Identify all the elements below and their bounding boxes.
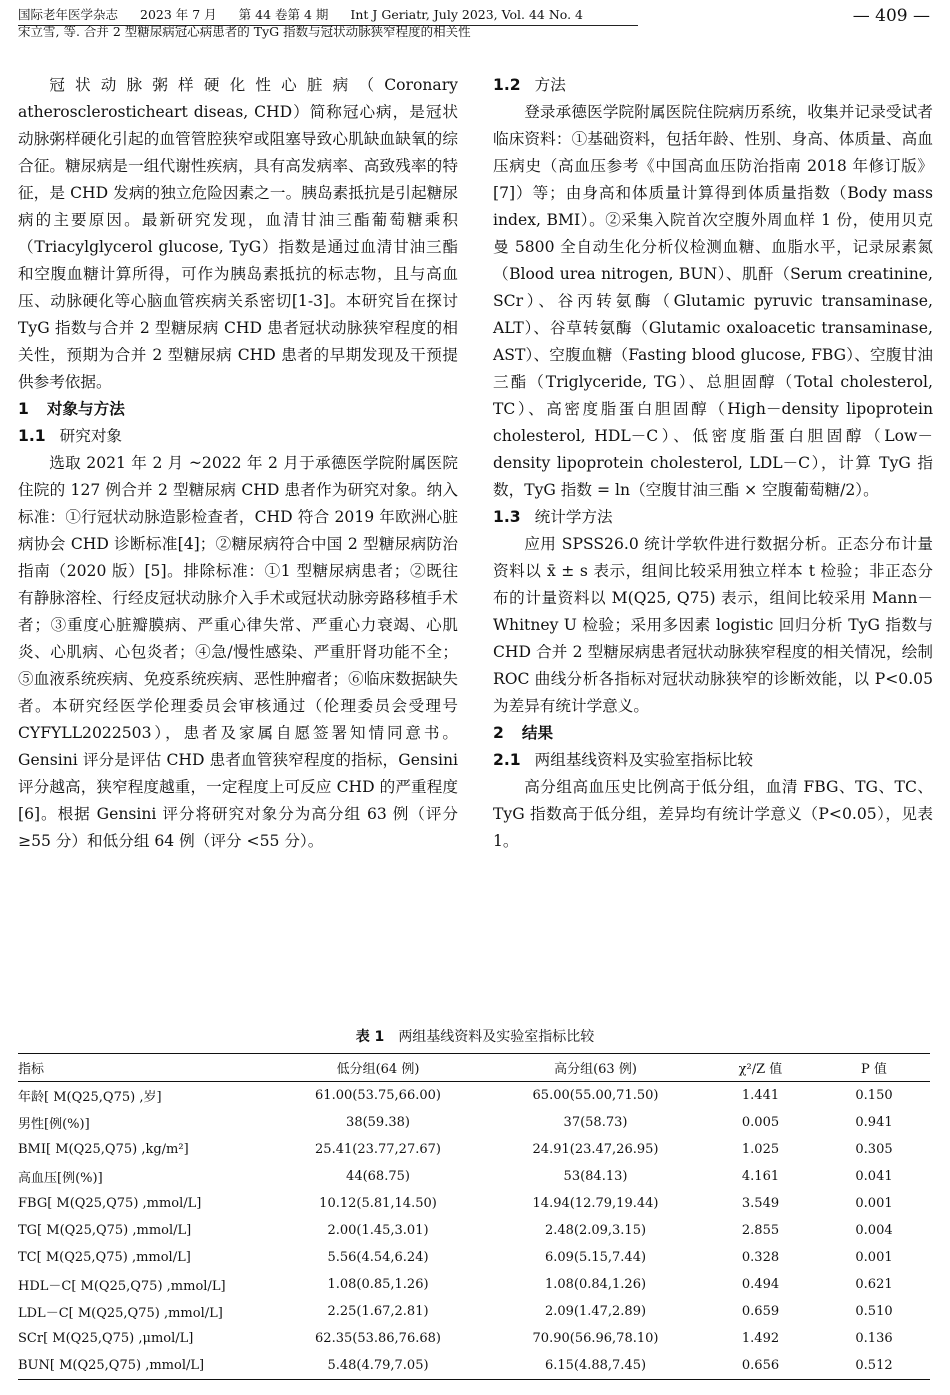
cell-p: 0.136	[855, 1331, 893, 1346]
table-row	[18, 1325, 930, 1352]
cell-low: 2.25(1.67,2.81)	[327, 1304, 429, 1319]
header-statistic: χ²/Z 值	[738, 1062, 783, 1077]
section-1-title: 对象与方法	[46, 400, 125, 418]
table-body	[18, 1082, 930, 1380]
cell-indicator: HDL－C[ M(Q25,Q75) ,mmol/L]	[18, 1279, 226, 1294]
section-2-1-text: 高分组高血压史比例高于低分组，血清 FBG、TG、TC、TyG 指数高于低分组，差异均有统计学意义（P<0.05），见表 1。	[493, 778, 933, 850]
table-row	[18, 1136, 930, 1163]
header-p-value: P 值	[861, 1062, 887, 1077]
table-row	[18, 1190, 930, 1217]
table-caption-number: 表 1	[355, 1029, 385, 1045]
cell-low: 61.00(53.75,66.00)	[315, 1088, 441, 1103]
cell-indicator: 高血压[例(%)]	[18, 1171, 103, 1186]
section-1-heading	[18, 396, 458, 423]
left-column	[18, 72, 458, 855]
cell-high: 6.09(5.15,7.44)	[544, 1250, 647, 1265]
cell-stat: 1.025	[741, 1142, 780, 1157]
cell-stat: 4.161	[741, 1169, 780, 1184]
cell-p: 0.150	[855, 1088, 893, 1103]
section-1-2-heading	[493, 72, 933, 99]
cell-low: 38(59.38)	[346, 1115, 410, 1130]
cell-high: 6.15(4.88,7.45)	[544, 1358, 647, 1373]
table-row	[18, 1082, 930, 1110]
section-1-1-number: 1.1	[18, 427, 46, 445]
section-1-3-title: 统计学方法	[534, 508, 613, 526]
cell-p: 0.512	[855, 1358, 893, 1373]
table-row	[18, 1298, 930, 1325]
cell-high: 70.90(56.96,78.10)	[532, 1331, 659, 1346]
page-number: — 409 —	[852, 6, 930, 26]
section-2-1-title: 两组基线资料及实验室指标比较	[534, 751, 753, 769]
table-row	[18, 1109, 930, 1136]
journal-citation-en: Int J Geriatr, July 2023, Vol. 44 No. 4	[350, 7, 583, 22]
cell-high: 24.91(23.47,26.95)	[532, 1142, 659, 1157]
table-row	[18, 1244, 930, 1271]
section-1-1-title: 研究对象	[59, 427, 123, 445]
section-2-number: 2	[493, 724, 504, 742]
cell-indicator: 年龄[ M(Q25,Q75) ,岁]	[18, 1090, 162, 1105]
cell-stat: 0.494	[741, 1277, 780, 1292]
cell-stat: 1.492	[741, 1331, 780, 1346]
cell-low: 1.08(0.85,1.26)	[327, 1277, 429, 1292]
table-caption	[0, 1026, 950, 1046]
section-1-3-number: 1.3	[493, 508, 521, 526]
cell-low: 5.48(4.79,7.05)	[327, 1358, 429, 1373]
cell-stat: 0.328	[741, 1250, 780, 1265]
cell-p: 0.041	[855, 1169, 893, 1184]
header-rule	[18, 25, 638, 26]
cell-stat: 2.855	[741, 1223, 780, 1238]
cell-indicator: FBG[ M(Q25,Q75) ,mmol/L]	[18, 1196, 202, 1211]
section-1-number: 1	[18, 400, 29, 418]
cell-stat: 0.656	[741, 1358, 780, 1373]
cell-high: 37(58.73)	[563, 1115, 628, 1130]
cell-stat: 3.549	[741, 1196, 780, 1211]
cell-stat: 1.441	[741, 1088, 780, 1103]
section-2-1-number: 2.1	[493, 751, 521, 769]
header-high-group: 高分组(63 例)	[554, 1062, 637, 1077]
section-2-heading	[493, 720, 933, 747]
journal-name-cn: 国际老年医学杂志	[18, 7, 119, 22]
cell-low: 2.00(1.45,3.01)	[327, 1223, 429, 1238]
header-indicator: 指标	[18, 1062, 45, 1077]
table-row	[18, 1352, 930, 1380]
cell-p: 0.510	[855, 1304, 893, 1319]
cell-high: 2.48(2.09,3.15)	[544, 1223, 647, 1238]
cell-high: 53(84.13)	[563, 1169, 628, 1184]
section-1-1-text: 选取 2021 年 2 月 ~2022 年 2 月于承德医学院附属医院住院的 127 例合并 2 型糖尿病 CHD 患者作为研究对象。纳入标准：①行冠状动脉造影检查者，CHD 符合 2019 年欧洲心脏病协会 CHD 诊断标准[4]；②糖尿病符合中国 2 型糖尿病防治指南（2020 版）[5]。排除标准：①1 型糖尿病患者；②既往有静脉溶栓、行经皮冠状动脉介入手术或冠状动脉旁路移植手术者；③重度心脏瓣膜病、严重心律失常、严重心力衰竭、心肌炎、心肌病、心包炎者；④急/慢性感染、严重肝肾功能不全；⑤血液系统疾病、免疫系统疾病、恶性肿瘤者；⑥临床数据缺失者。本研究经医学伦理委员会审核通过（伦理委员会受理号 CYFYLL2022503），患者及家属自愿签署知情同意书。Gensini 评分是评估 CHD 患者血管狭窄程度的指标，Gensini 评分越高，狭窄程度越重，一定程度上可反应 CHD 的严重程度[6]。根据 Gensini 评分将研究对象分为高分组 63 例（评分≥55 分）和低分组 64 例（评分 <55 分）。	[18, 454, 458, 850]
cell-p: 0.941	[855, 1115, 893, 1130]
cell-indicator: BMI[ M(Q25,Q75) ,kg/m²]	[18, 1142, 189, 1157]
results-table	[18, 1053, 930, 1380]
cell-stat: 0.659	[741, 1304, 780, 1319]
cell-low: 10.12(5.81,14.50)	[319, 1196, 437, 1211]
table-row	[18, 1271, 930, 1298]
cell-p: 0.001	[855, 1196, 893, 1211]
cell-p: 0.001	[855, 1250, 893, 1265]
cell-indicator: BUN[ M(Q25,Q75) ,mmol/L]	[18, 1358, 205, 1373]
header-line-1	[18, 6, 930, 26]
right-column	[493, 72, 933, 855]
cell-low: 25.41(23.77,27.67)	[315, 1142, 441, 1157]
header-low-group: 低分组(64 例)	[336, 1062, 420, 1077]
cell-high: 65.00(55.00,71.50)	[532, 1088, 659, 1103]
intro-paragraph: 冠状动脉粥样硬化性心脏病（Coronary atherosclerosticheart diseas, CHD）简称冠心病，是冠状动脉粥样硬化引起的血管管腔狭窄或阻塞导致心肌缺血缺氧的综合征。糖尿病是一组代谢性疾病，具有高发病率、高致残率的特征，是 CHD 发病的独立危险因素之一。胰岛素抵抗是引起糖尿病的主要原因。最新研究发现，血清甘油三酯葡萄糖乘积（Triacylglycerol glucose, TyG）指数是通过血清甘油三酯和空腹血糖计算所得，可作为胰岛素抵抗的标志物，且与高血压、动脉硬化等心脑血管疾病关系密切[1-3]。本研究旨在探讨 TyG 指数与合并 2 型糖尿病 CHD 患者冠状动脉狭窄程度的相关性，预期为合并 2 型糖尿病 CHD 患者的早期发现及干预提供参考依据。	[18, 76, 458, 391]
section-1-2-number: 1.2	[493, 76, 521, 94]
cell-stat: 0.005	[741, 1115, 780, 1130]
issue-date-cn: 2023 年 7 月	[140, 7, 217, 22]
section-2-1-heading	[493, 747, 933, 774]
cell-p: 0.305	[855, 1142, 893, 1157]
authors-title: 宋立雪, 等. 合并 2 型糖尿病冠心病患者的 TyG 指数与冠状动脉狭窄程度的相关性	[18, 24, 471, 39]
running-header	[18, 6, 930, 40]
table-caption-title: 两组基线资料及实验室指标比较	[398, 1029, 595, 1045]
cell-p: 0.004	[855, 1223, 893, 1238]
cell-indicator: TC[ M(Q25,Q75) ,mmol/L]	[18, 1250, 191, 1265]
section-1-2-text: 登录承德医学院附属医院住院病历系统，收集并记录受试者临床资料：①基础资料，包括年龄、性别、身高、体质量、高血压病史（高血压参考《中国高血压防治指南 2018 年修订版》[7]）等；由身高和体质量计算得到体质量指数（Body mass index, BMI）。②采集入院首次空腹外周血样 1 份，使用贝克曼 5800 全自动生化分析仪检测血糖、血脂水平，记录尿素氮（Blood urea nitrogen, BUN）、肌酐（Serum creatinine, SCr）、谷丙转氨酶（Glutamic pyruvic transaminase, ALT）、谷草转氨酶（Glutamic oxaloacetic transaminase, AST）、空腹血糖（Fasting blood glucose, FBG）、空腹甘油三酯（Triglyceride, TG）、总胆固醇（Total cholesterol, TC）、高密度脂蛋白胆固醇（High－density lipoprotein cholesterol, HDL－C）、低密度脂蛋白胆固醇（Low－density lipoprotein cholesterol, LDL－C），计算 TyG 指数，TyG 指数 = ln（空腹甘油三酯 × 空腹葡萄糖/2）。	[493, 103, 933, 499]
section-1-1-heading	[18, 423, 458, 450]
cell-p: 0.621	[855, 1277, 893, 1292]
cell-high: 14.94(12.79,19.44)	[532, 1196, 659, 1211]
table-header-row	[18, 1054, 930, 1082]
cell-low: 5.56(4.54,6.24)	[327, 1250, 429, 1265]
cell-high: 2.09(1.47,2.89)	[544, 1304, 647, 1319]
cell-high: 1.08(0.84,1.26)	[544, 1277, 647, 1292]
section-2-title: 结果	[521, 724, 554, 742]
cell-low: 44(68.75)	[346, 1169, 410, 1184]
section-1-2-title: 方法	[534, 76, 566, 94]
section-1-3-text: 应用 SPSS26.0 统计学软件进行数据分析。正态分布计量资料以 x̄ ± s 表示，组间比较采用独立样本 t 检验；非正态分布的计量资料以 M(Q25, Q75) 表示，组间比较采用 Mann－Whitney U 检验；采用多因素 logistic 回归分析 TyG 指数与 CHD 合并 2 型糖尿病患者冠状动脉狭窄程度的相关情况，绘制 ROC 曲线分析各指标对冠状动脉狭窄的诊断效能，以 P<0.05 为差异有统计学意义。	[493, 535, 933, 715]
cell-indicator: 男性[例(%)]	[18, 1117, 90, 1132]
issue-number-cn: 第 44 卷第 4 期	[238, 7, 329, 22]
cell-indicator: LDL－C[ M(Q25,Q75) ,mmol/L]	[18, 1306, 223, 1321]
cell-low: 62.35(53.86,76.68)	[315, 1331, 441, 1346]
cell-indicator: TG[ M(Q25,Q75) ,mmol/L]	[18, 1223, 192, 1238]
section-1-3-heading	[493, 504, 933, 531]
table-row	[18, 1163, 930, 1190]
cell-indicator: SCr[ M(Q25,Q75) ,μmol/L]	[18, 1331, 194, 1346]
table-row	[18, 1217, 930, 1244]
